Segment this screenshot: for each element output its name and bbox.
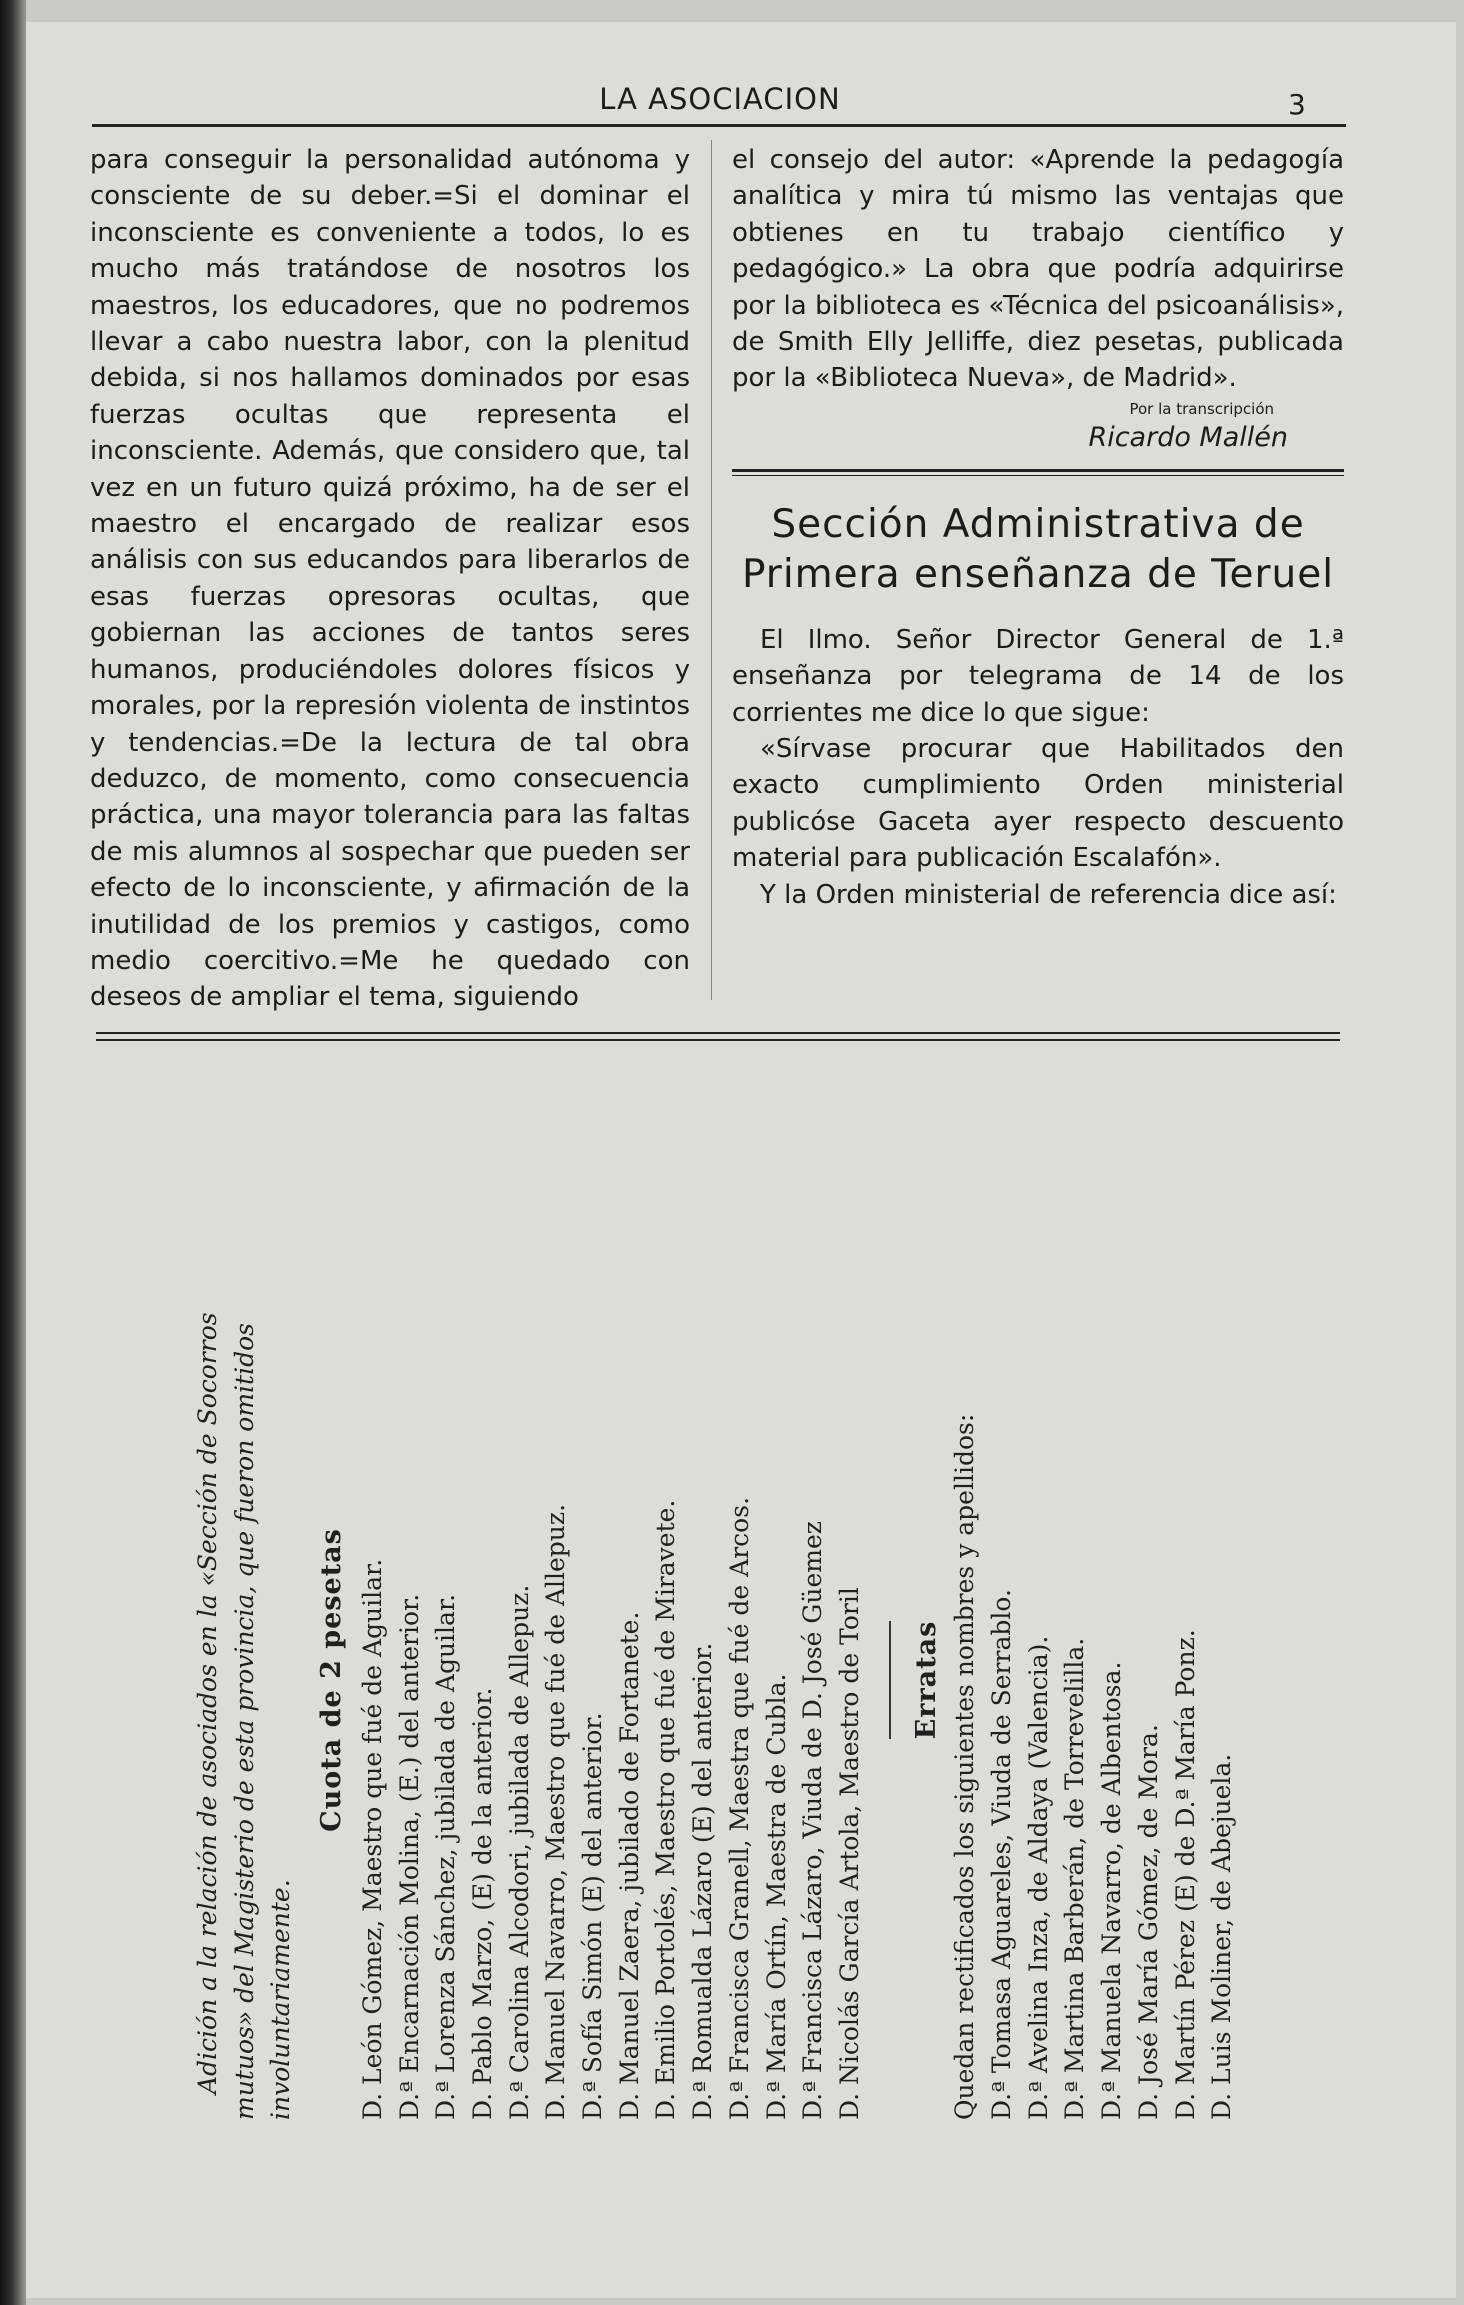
page-number: 3 (1288, 88, 1306, 121)
credit-name: Ricardo Mallén (1088, 421, 1288, 453)
book-spine-shadow (0, 0, 26, 2305)
list-item: D.ª Lorenza Sánchez, jubilada de Aguilar. (431, 1593, 461, 2120)
erratas-heading: Erratas (910, 1620, 942, 1740)
quoted-order: «Sírvase procurar que Habilitados den exacto cumplimiento Orden ministerial publicóse Gaceta ayer respecto descuento material para publicación Escalafón». (732, 734, 1344, 874)
left-column-text: para conseguir la personalidad autónoma y consciente de su deber.=Si el dominar el inconsciente es conveniente a todos, lo es mucho más tratándose de nosotros los maestros, los educadores, que no podremos llevar a cabo nuestra labor, con la plenitud debida, si nos hallamos dominados por esas fuerzas ocultas que representa el inconsciente. Además, que considero que, tal vez en un futuro quizá próximo, ha de ser el maestro el encargado de realizar esos análisis con sus educandos para liberarlos de esas fuerzas opresoras ocultas, que gobiernan las acciones de tantos seres humanos, produciéndoles dolores físicos y morales, por la represión violenta de instintos y tendencias.=De la lectura de tal obra deduzco, de momento, como consecuencia práctica, una mayor tolerancia para las faltas de mis alumnos al sospechar que pueden ser efecto de lo inconsciente, y afirmación de la inutilidad de los premios y castigos, como medio coercitivo.=Me he quedado con deseos de ampliar el tema, siguiendo (90, 145, 690, 1013)
errata-item: D. Luis Moliner, de Abejuela. (1207, 1753, 1237, 2120)
telegram-paragraph: El Ilmo. Señor Director General de 1.ª enseñanza por telegrama de 14 de los corrientes me dice lo que sigue: (732, 624, 1344, 728)
list-item: D. Nicolás García Artola, Maestro de Toril (834, 1587, 864, 2120)
list-item: D. Emilio Portolés, Maestro que fué de Miravete. (651, 1499, 681, 2120)
double-rule-top (96, 1032, 1340, 1034)
cuota-heading: Cuota de 2 pesetas (316, 1528, 348, 1832)
notice-divider (889, 1621, 891, 1739)
errata-item: D.ª Avelina Inza, de Aldaya (Valencia). (1023, 1635, 1053, 2120)
list-item: D. Manuel Zaera, jubilado de Fortanete. (614, 1611, 644, 2120)
rotated-notice (190, 1240, 1300, 2120)
credit-label: Por la transcripción (1129, 399, 1274, 418)
erratas-intro: Quedan rectificados los siguientes nombres y apellidos: (950, 1413, 980, 2120)
section-title (732, 500, 1344, 600)
order-reference: Y la Orden ministerial de referencia dice así: (760, 879, 1337, 910)
list-item: D.ª María Ortín, Maestra de Cubla. (761, 1673, 791, 2120)
list-item: D. León Gómez, Maestro que fué de Aguilar. (357, 1558, 387, 2120)
notice-intro: Adición a la relación de asociados en la «Sección de Socorros mutuos» del Magisterio de esta provincia, que fueron omitidos involuntariamente. (193, 1312, 296, 2120)
list-item: D. Manuel Navarro, Maestro que fué de Allepuz. (541, 1503, 571, 2120)
errata-item: D.ª Tomasa Aguareles, Viuda de Serrablo. (987, 1589, 1017, 2120)
list-item: D.ª Romualda Lázaro (E) del anterior. (688, 1642, 718, 2120)
running-head-title: LA ASOCIACION (599, 82, 841, 116)
list-item: D.ª Francisca Lázaro, Viuda de D. José Güemez (798, 1521, 828, 2120)
list-item: D.ª Carolina Alcodori, jubilada de Allepuz. (504, 1584, 534, 2120)
list-item: D.ª Sofía Simón (E) del anterior. (578, 1712, 608, 2120)
errata-item: D.ª Martina Barberán, de Torrevelilla. (1060, 1637, 1090, 2120)
header-rule (92, 124, 1346, 127)
list-item: D.ª Encarnación Molina, (E.) del anterior. (394, 1593, 424, 2120)
errata-item: D.ª Manuela Navarro, de Albentosa. (1097, 1661, 1127, 2120)
list-item: D. Pablo Marzo, (E) de la anterior. (467, 1687, 497, 2120)
left-column (90, 142, 690, 1016)
section-title-line-2: Primera enseñanza de Teruel (741, 551, 1335, 597)
double-rule-bottom (96, 1039, 1340, 1041)
section-title-line-1: Sección Administrativa de (771, 501, 1305, 547)
column-divider (711, 140, 712, 1000)
section-rule-bottom (732, 475, 1344, 476)
right-column-continuation: el consejo del autor: «Aprende la pedagogía analítica y mira tú mismo las ventajas que obtienes en tu trabajo científico y pedagógico.» La obra que podría adquirirse por la biblioteca es «Técnica del psicoanálisis», de Smith Elly Jelliffe, diez pesetas, publicada por la «Biblioteca Nueva», de Madrid». (732, 145, 1344, 394)
errata-item: D. José María Gómez, de Mora. (1133, 1724, 1163, 2120)
right-column (732, 142, 1344, 913)
list-item: D.ª Francisca Granell, Maestra que fué de Arcos. (724, 1496, 754, 2120)
errata-item: D. Martín Pérez (E) de D.ª María Ponz. (1170, 1629, 1200, 2120)
